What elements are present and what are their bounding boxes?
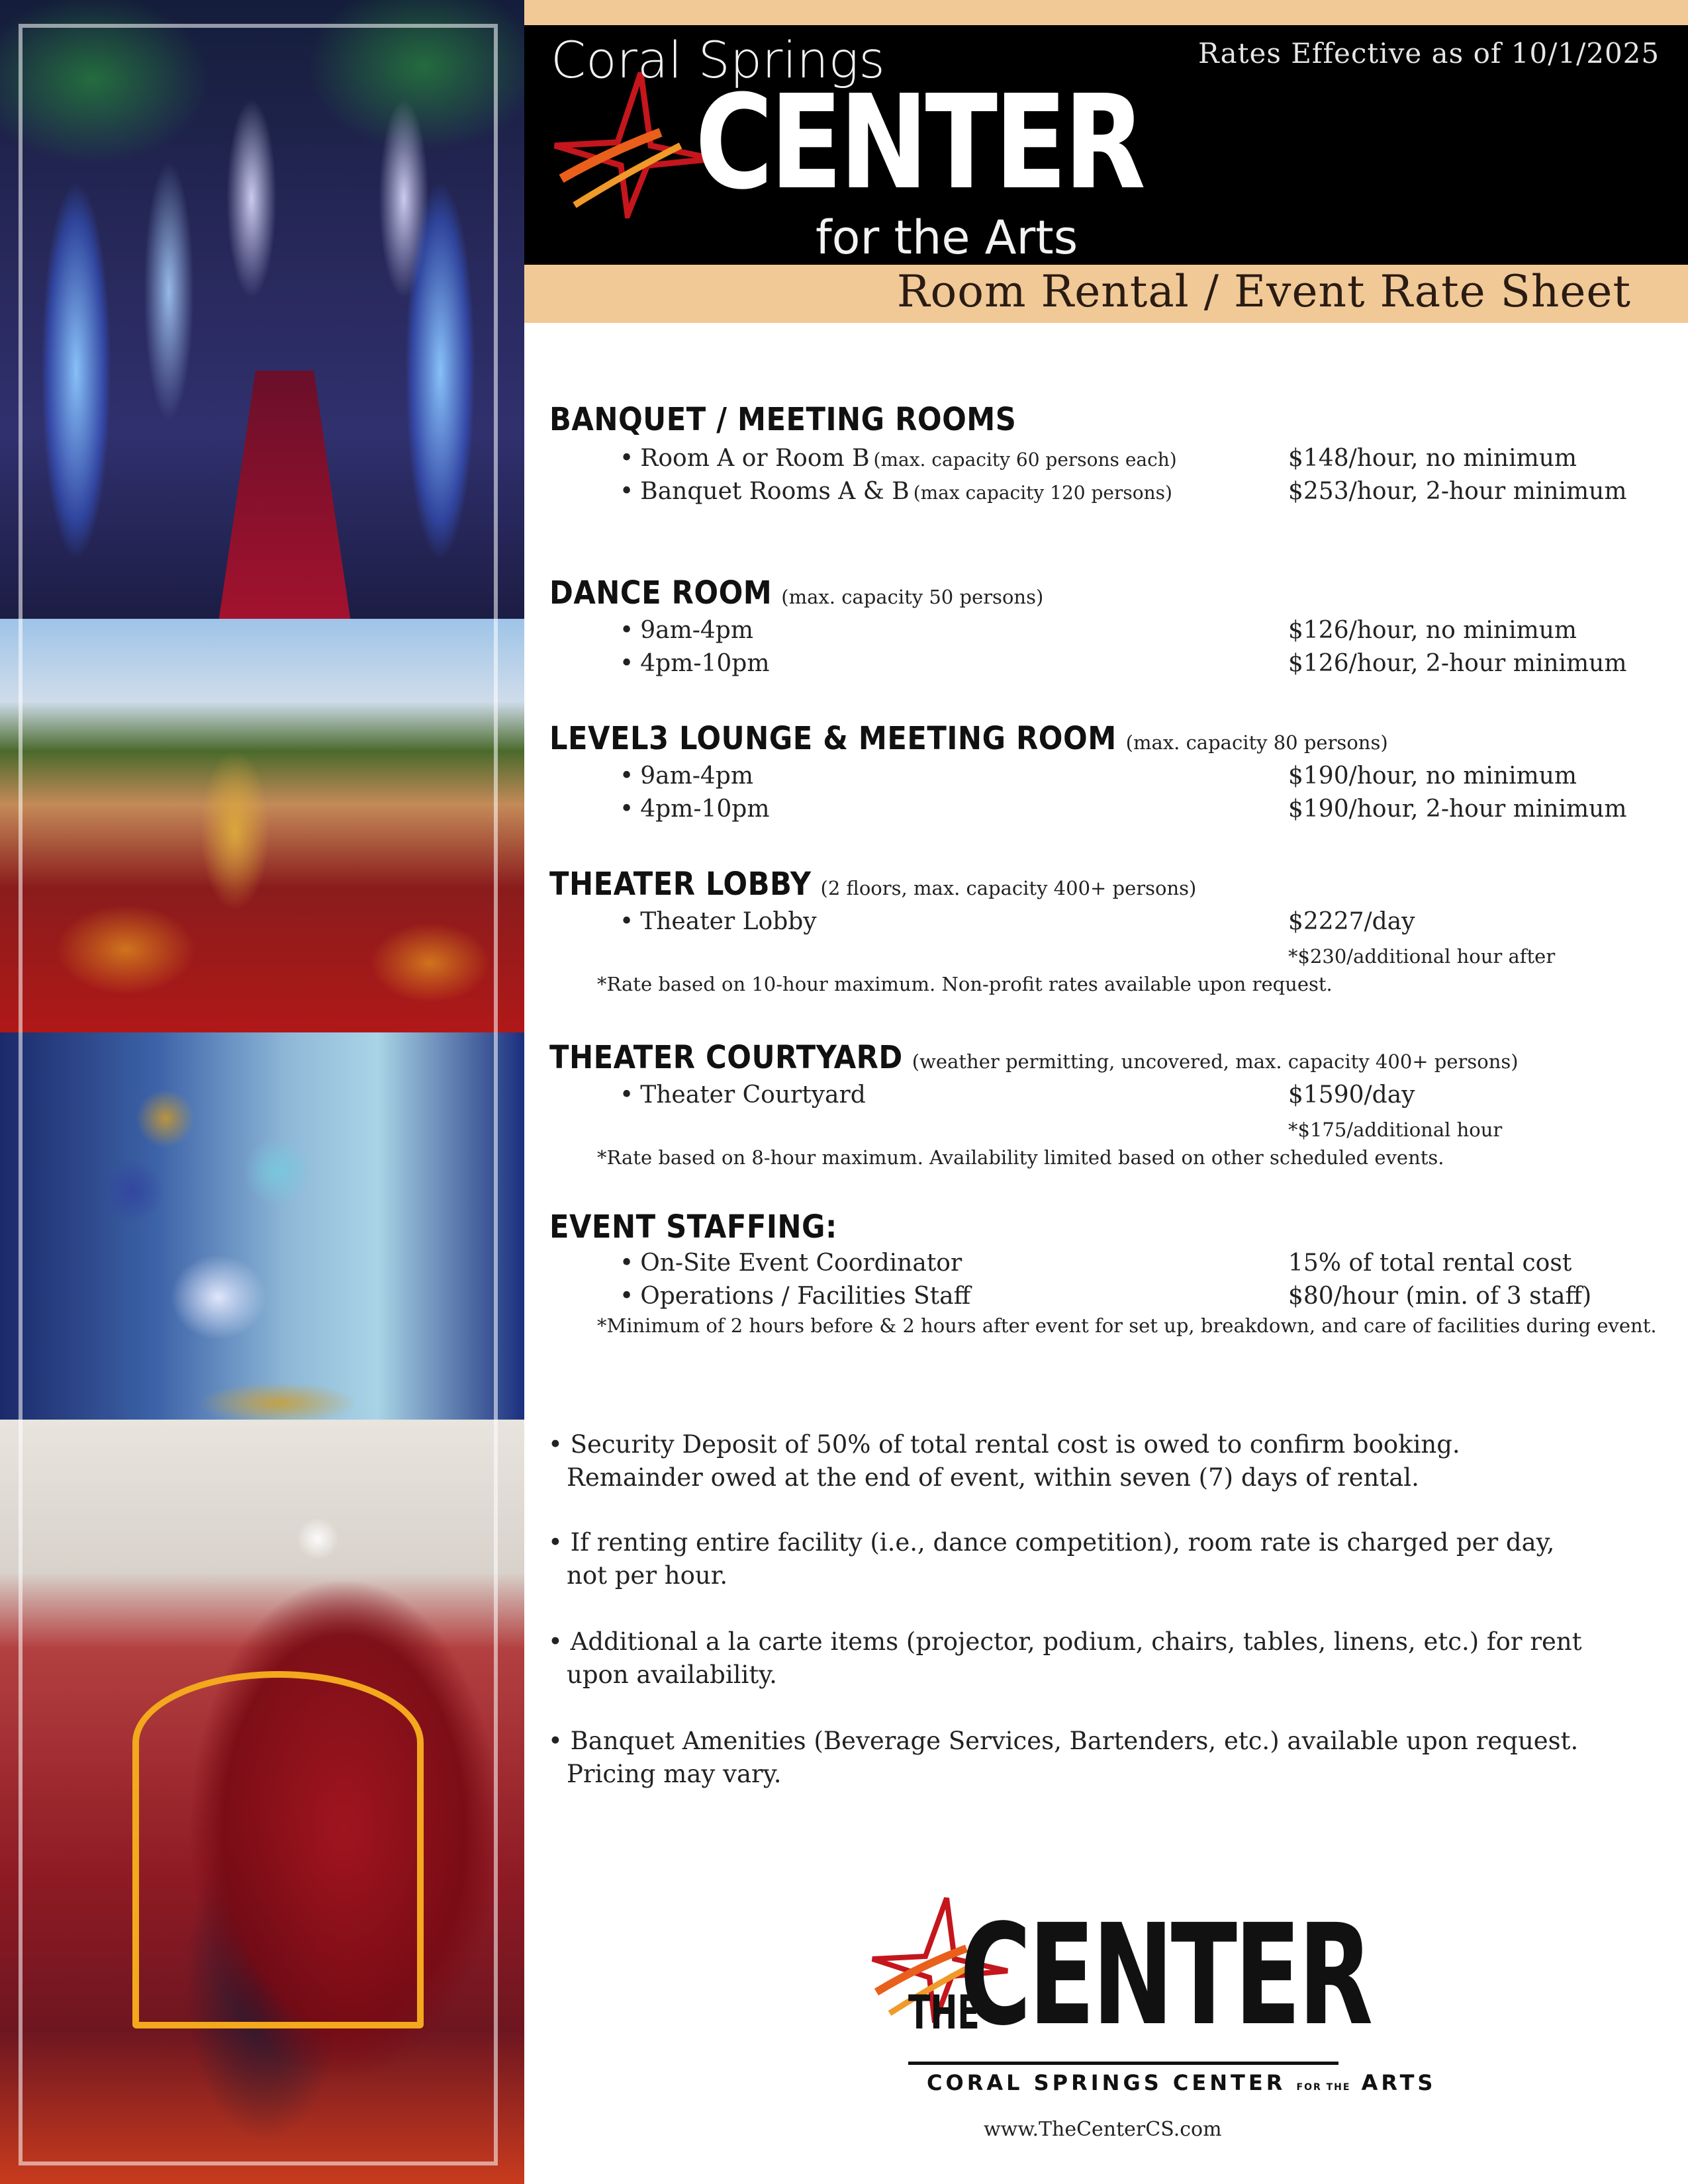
- section-heading-theater-lobby: THEATER LOBBY (2 floors, max. capacity 400+ persons): [549, 866, 1197, 903]
- list-item: • 4pm-10pm: [620, 650, 770, 677]
- photo-column: [0, 0, 524, 2184]
- list-item: • 9am-4pm: [620, 762, 753, 790]
- logo-center-word: CENTER: [695, 68, 1143, 218]
- list-item: • Theater Courtyard: [620, 1081, 866, 1109]
- price: $80/hour (min. of 3 staff): [1288, 1283, 1592, 1310]
- policy-item: • Additional a la carte items (projector, podium, chairs, tables, linens, etc.) for rent upon availability.: [548, 1627, 1582, 1689]
- logo-for-the-arts: for the Arts: [816, 210, 1078, 265]
- policy-item: • If renting entire facility (i.e., dance competition), room rate is charged per day, not per hour.: [548, 1528, 1555, 1590]
- section-heading-dance: DANCE ROOM (max. capacity 50 persons): [549, 574, 1044, 612]
- section-heading-event-staffing: EVENT STAFFING:: [549, 1208, 837, 1246]
- section-heading-level3: LEVEL3 LOUNGE & MEETING ROOM (max. capacity 80 persons): [549, 720, 1388, 757]
- list-item: • Banquet Rooms A & B (max capacity 120 persons): [620, 478, 1172, 505]
- footer-logo-the: THE: [908, 1985, 980, 2040]
- list-item: • 9am-4pm: [620, 617, 753, 644]
- footer-logo-center: CENTER: [960, 1894, 1371, 2056]
- website-link[interactable]: www.TheCenterCS.com: [984, 2118, 1222, 2141]
- price: $2227/day: [1288, 908, 1415, 935]
- policy-item: • Security Deposit of 50% of total rental cost is owed to confirm booking. Remainder owed at the end of event, within seven (7) days of rental.: [548, 1430, 1460, 1492]
- price: $1590/day: [1288, 1081, 1415, 1109]
- price: $190/hour, no minimum: [1288, 762, 1577, 790]
- section-heading-theater-courtyard: THEATER COURTYARD (weather permitting, uncovered, max. capacity 400+ persons): [549, 1039, 1519, 1076]
- price: $126/hour, no minimum: [1288, 617, 1577, 644]
- additional-hour-rate: *$230/additional hour after: [1288, 945, 1556, 968]
- additional-hour-rate: *$175/additional hour: [1288, 1118, 1503, 1141]
- list-item: • Operations / Facilities Staff: [620, 1283, 971, 1310]
- photo-frame-border: [19, 24, 498, 2165]
- list-item: • Room A or Room B (max. capacity 60 persons each): [620, 445, 1177, 472]
- page-title: Room Rental / Event Rate Sheet: [896, 266, 1631, 317]
- price: 15% of total rental cost: [1288, 1250, 1572, 1277]
- price: $148/hour, no minimum: [1288, 445, 1577, 472]
- list-item: • On-Site Event Coordinator: [620, 1250, 962, 1277]
- footnote: *Minimum of 2 hours before & 2 hours after event for set up, breakdown, and care of facilities during event.: [597, 1314, 1657, 1337]
- top-accent-strip: [524, 0, 1688, 25]
- footnote: *Rate based on 10-hour maximum. Non-profit rates available upon request.: [597, 973, 1333, 995]
- rates-effective-date: Rates Effective as of 10/1/2025: [1198, 37, 1660, 69]
- logo-coral-springs: Coral Springs: [551, 30, 885, 89]
- policy-item: • Banquet Amenities (Beverage Services, Bartenders, etc.) available upon request. Pricing may vary.: [548, 1727, 1579, 1788]
- list-item: • Theater Lobby: [620, 908, 817, 935]
- footer-logo-rule: [908, 2062, 1338, 2065]
- footnote: *Rate based on 8-hour maximum. Availability limited based on other scheduled events.: [597, 1146, 1444, 1169]
- footer-logo-subtitle: CORAL SPRINGS CENTER FOR THE ARTS: [927, 2070, 1436, 2095]
- price: $126/hour, 2-hour minimum: [1288, 650, 1627, 677]
- price: $190/hour, 2-hour minimum: [1288, 796, 1627, 823]
- section-heading-banquet: BANQUET / MEETING ROOMS: [549, 401, 1017, 438]
- price: $253/hour, 2-hour minimum: [1288, 478, 1627, 505]
- list-item: • 4pm-10pm: [620, 796, 770, 823]
